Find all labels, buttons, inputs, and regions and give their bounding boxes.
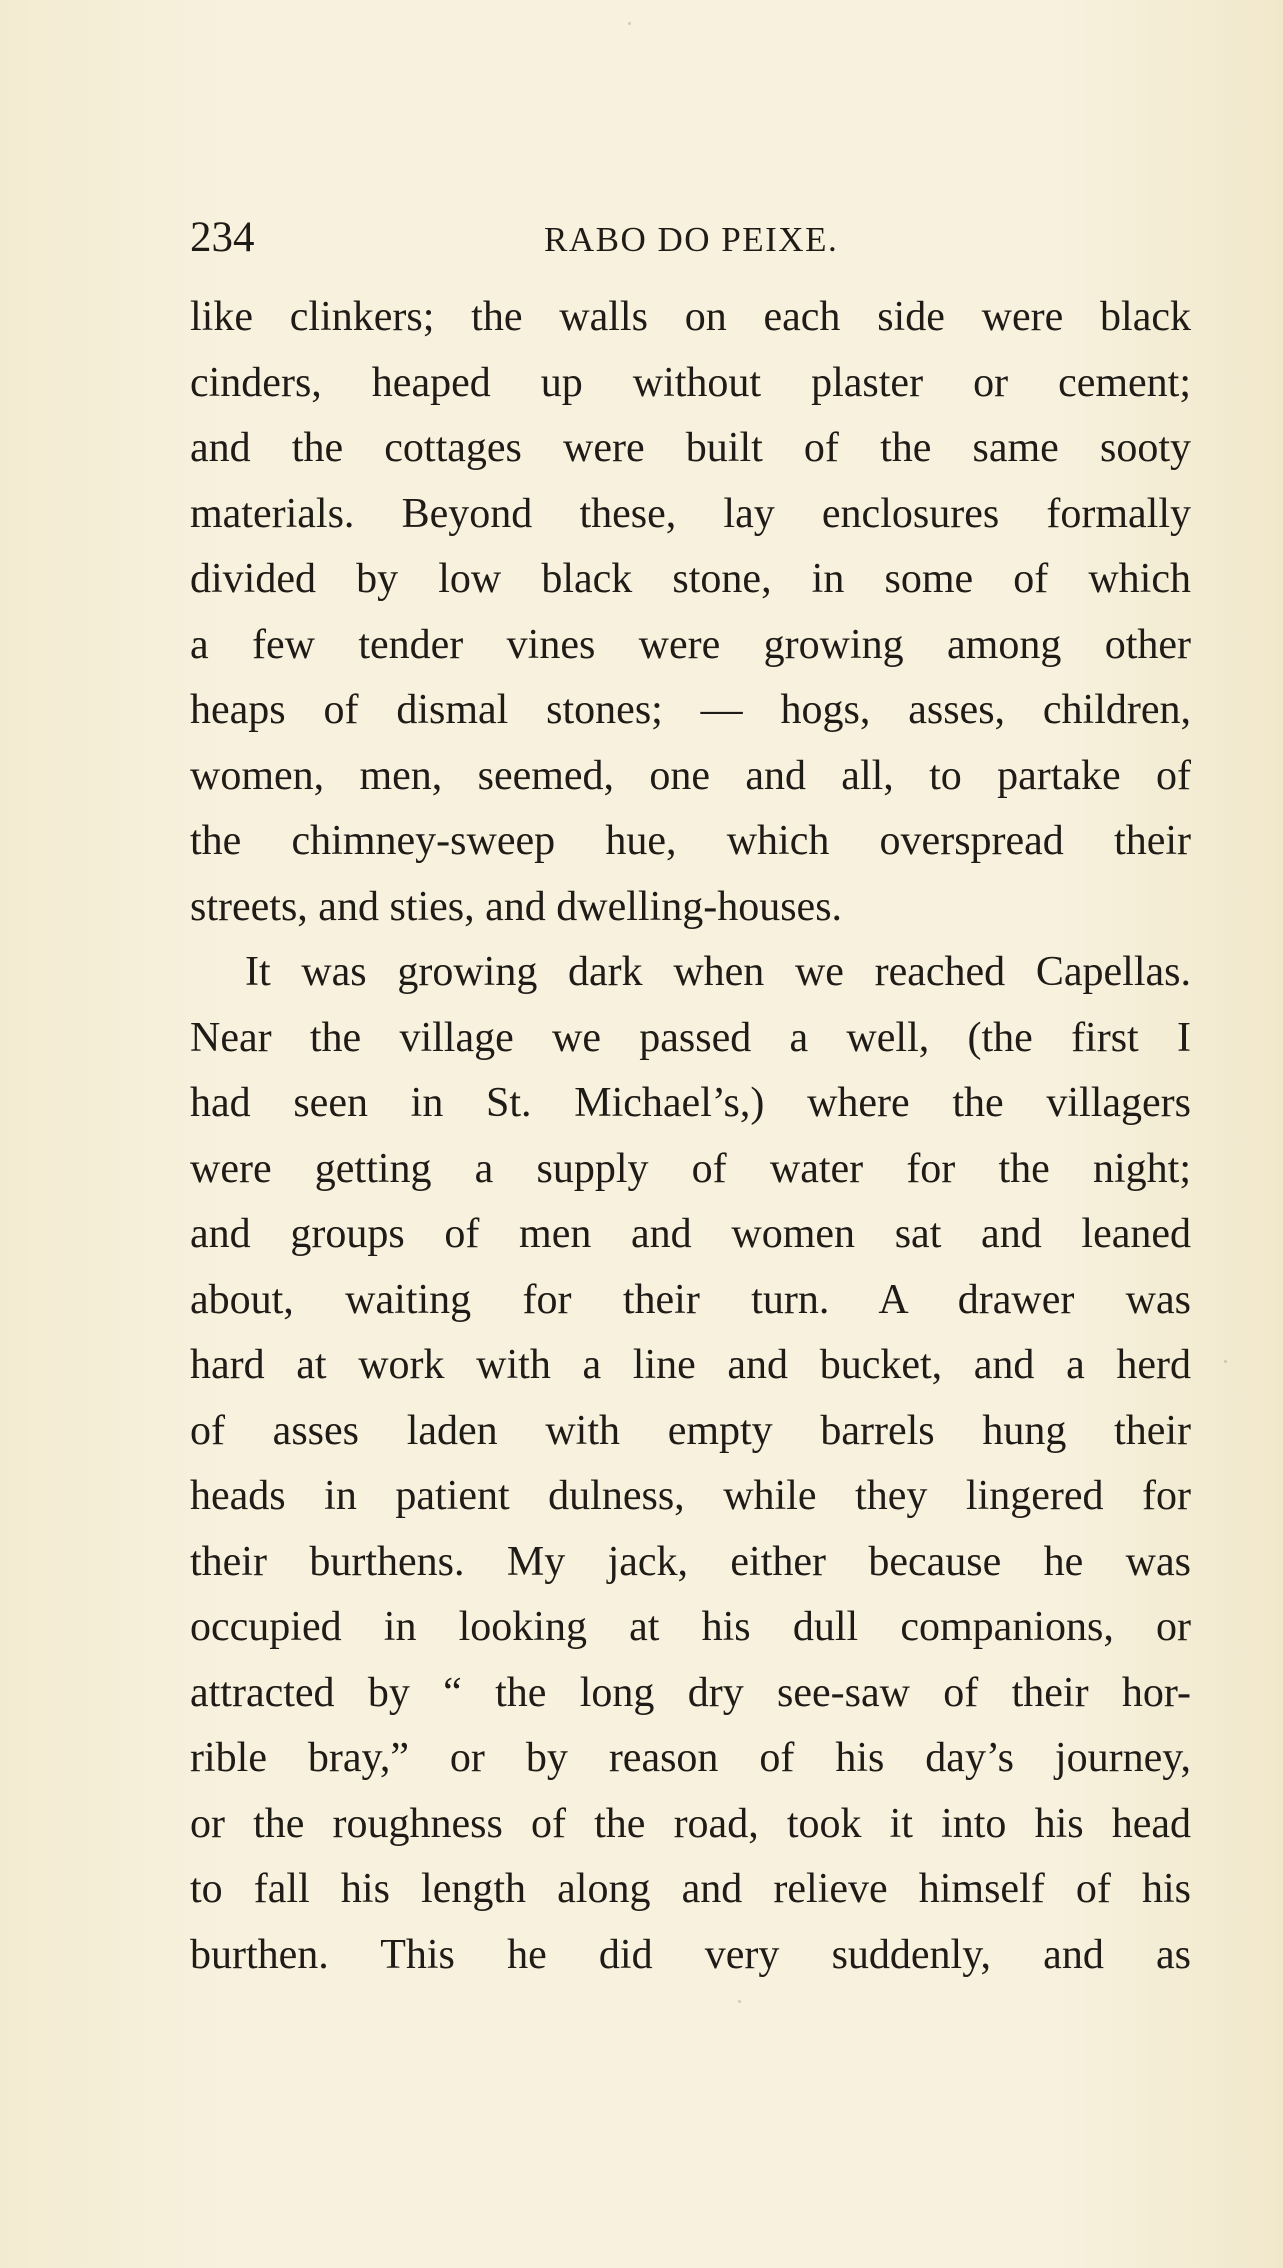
page-header bbox=[190, 208, 1191, 268]
paper-speck bbox=[1224, 1360, 1227, 1363]
text-line-8: women, men, seemed, one and all, to partake of bbox=[190, 752, 1191, 799]
text-line-7: heaps of dismal stones; — hogs, asses, children, bbox=[190, 687, 1191, 733]
text-line-10: streets, and sties, and dwelling-houses. bbox=[190, 883, 843, 930]
text-line-17: hard at work with a line and bucket, and a herd bbox=[190, 1342, 1191, 1388]
text-line-1: like clinkers; the walls on each side were black bbox=[190, 294, 1191, 340]
paper-speck bbox=[628, 22, 631, 25]
text-line-15: and groups of men and women sat and leaned bbox=[190, 1211, 1191, 1257]
text-line-23: rible bray,” or by reason of his day’s journey, bbox=[190, 1735, 1191, 1781]
text-line-5: divided by low black stone, in some of which bbox=[190, 556, 1191, 602]
text-line-13: had seen in St. Michael’s,) where the villagers bbox=[190, 1080, 1191, 1126]
text-line-12: Near the village we passed a well, (the first I bbox=[190, 1014, 1191, 1061]
text-line-4: materials. Beyond these, lay enclosures formally bbox=[190, 490, 1191, 537]
text-line-14: were getting a supply of water for the night; bbox=[190, 1145, 1191, 1192]
text-line-24: or the roughness of the road, took it into his head bbox=[190, 1800, 1191, 1847]
text-line-9: the chimney-sweep hue, which overspread their bbox=[190, 818, 1191, 864]
body-text bbox=[190, 285, 1191, 1988]
text-line-19: heads in patient dulness, while they lingered for bbox=[190, 1473, 1191, 1519]
text-line-22: attracted by “ the long dry see-saw of their hor- bbox=[190, 1669, 1191, 1716]
text-line-2: cinders, heaped up without plaster or cement; bbox=[190, 359, 1191, 406]
text-line-6: a few tender vines were growing among other bbox=[190, 621, 1191, 668]
paper-speck bbox=[738, 2000, 741, 2003]
text-line-21: occupied in looking at his dull companions, or bbox=[190, 1604, 1191, 1650]
running-head: RABO DO PEIXE. bbox=[544, 220, 839, 259]
text-line-11: It was growing dark when we reached Capellas. bbox=[245, 949, 1191, 995]
text-line-3: and the cottages were built of the same sooty bbox=[190, 425, 1191, 471]
text-line-16: about, waiting for their turn. A drawer was bbox=[190, 1276, 1191, 1323]
text-line-25: to fall his length along and relieve himself of his bbox=[190, 1866, 1191, 1912]
page-number: 234 bbox=[190, 214, 255, 261]
text-line-18: of asses laden with empty barrels hung their bbox=[190, 1407, 1191, 1454]
text-line-20: their burthens. My jack, either because he was bbox=[190, 1538, 1191, 1585]
text-line-26: burthen. This he did very suddenly, and as bbox=[190, 1931, 1191, 1978]
